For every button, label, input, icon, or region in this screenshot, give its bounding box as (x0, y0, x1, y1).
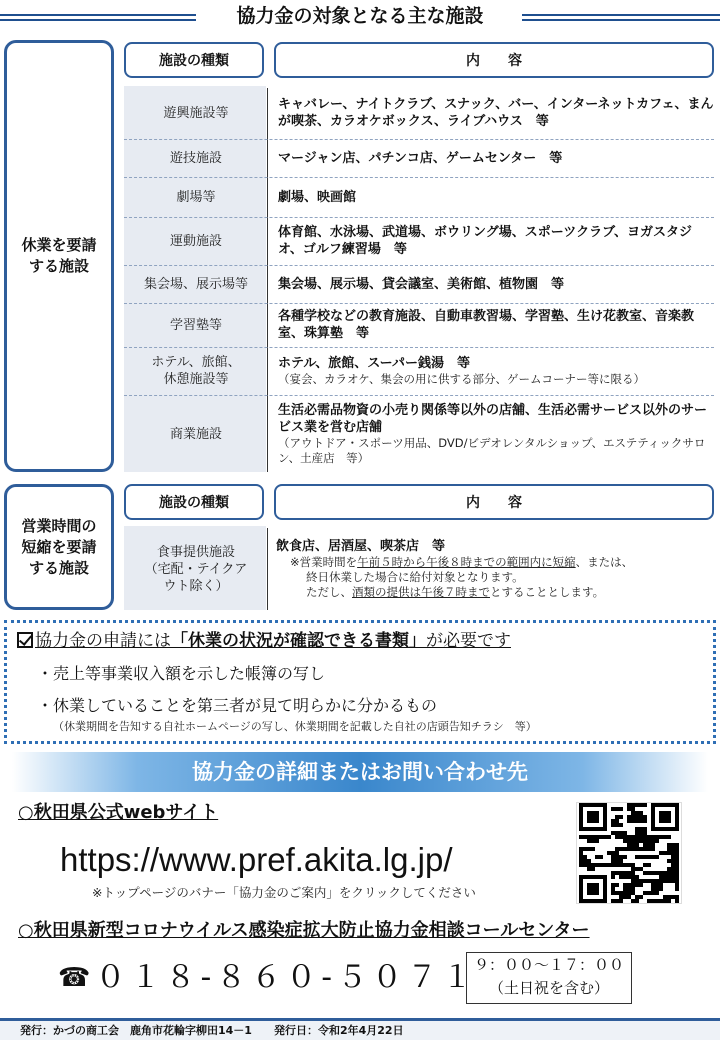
row-type: 劇場等 (176, 189, 216, 205)
note-underlined: 酒類の提供は午後７時まで (352, 585, 490, 599)
category-shortening-label: 営業時間の 短縮を要請 する施設 (21, 516, 97, 577)
category-closure-label: 休業を要請 する施設 (21, 236, 97, 275)
row-type: 遊技施設 (169, 150, 222, 166)
table-row (124, 218, 714, 264)
table-row (124, 178, 714, 216)
row-content: 飲食店、居酒屋、喫茶店 等 (276, 539, 446, 554)
column-header-content (274, 484, 714, 520)
row-type: 食事提供施設 （宅配・テイクア ウト除く） (144, 544, 248, 594)
row-content: 集会場、展示場、貸会議室、美術館、植物園 等 (278, 276, 565, 292)
lead-emphasis: 「休業の状況が確認できる書類」 (171, 631, 426, 651)
table-row (124, 528, 714, 610)
column-header-type-label: 施設の種類 (159, 495, 229, 511)
note-text: とすることとします。 (490, 585, 605, 599)
table-row (124, 304, 714, 346)
row-content: ホテル、旅館、スーパー銭湯 等 (278, 356, 471, 371)
table-row (124, 266, 714, 302)
phone-icon: ☎ (58, 963, 91, 993)
row-type: 集会場、展示場等 (143, 276, 248, 292)
qr-code-graphic (577, 803, 681, 903)
checkbox-icon (17, 632, 33, 648)
phone-number[interactable]: ０１８-８６０-５０７１ (95, 960, 478, 995)
table-row (124, 396, 714, 472)
documents-item: ・売上等事業収入額を示した帳簿の写し (37, 664, 326, 683)
note-text: ※営業時間を (290, 555, 358, 569)
note-text: ただし、 (306, 585, 352, 599)
row-content: 生活必需品物資の小売り関係等以外の店舗、生活必需サービス以外のサービス業を営む店舗 (278, 403, 708, 435)
row-note-3 (276, 585, 714, 600)
hours-text: ９：００〜１７：００ (473, 956, 624, 974)
row-type: 遊興施設等 (163, 105, 229, 121)
call-center-heading: ○秋田県新型コロナウイルス感染症拡大防止協力金相談コールセンター (18, 920, 590, 941)
category-shortening (4, 484, 114, 610)
header-rule-right (522, 14, 720, 21)
table-row (124, 88, 714, 138)
category-closure (4, 40, 114, 472)
column-header-type (124, 484, 264, 520)
row-content: 劇場、映画館 (278, 189, 357, 205)
row-content: 各種学校などの教育施設、自動車教習場、学習塾、生け花教室、音楽教室、珠算塾 等 (278, 309, 695, 341)
header-rule-left (0, 14, 196, 21)
documents-item: ・休業していることを第三者が見て明らかに分かるもの (37, 696, 438, 715)
phone-row (58, 956, 477, 1000)
row-content: 体育館、水泳場、武道場、ボウリング場、スポーツクラブ、ヨガスタジオ、ゴルフ練習場 等 (278, 225, 693, 257)
qr-code[interactable] (576, 802, 682, 904)
documents-item-note: （休業期間を告知する自社ホームページの写し、休業期間を記載した自社の店頭告知チラシ 等） (53, 720, 537, 733)
column-header-content-label: 内 容 (466, 53, 522, 69)
lead-text: 協力金の申請には (35, 631, 171, 651)
web-heading: ○秋田県公式webサイト (18, 802, 219, 823)
footer (0, 1018, 720, 1040)
row-content: マージャン店、パチンコ店、ゲームセンター 等 (278, 150, 563, 166)
row-type: ホテル、旅館、 休憩施設等 (151, 355, 241, 387)
row-note-2: 終日休業した場合に給付対象となります。 (306, 570, 524, 584)
note-underlined: 午前５時から午後８時までの範囲内に短縮 (357, 555, 576, 569)
row-note: （アウトドア・スポーツ用品、DVD/ビデオレンタルショップ、エステティックサロン、土産店 等） (278, 436, 706, 465)
table-row (124, 140, 714, 176)
documents-lead (17, 629, 511, 653)
lead-text: が必要です (426, 631, 511, 651)
website-url[interactable]: https://www.pref.akita.lg.jp/ (60, 841, 453, 878)
row-type: 運動施設 (169, 233, 222, 249)
row-note-1 (276, 555, 714, 570)
column-header-type (124, 42, 264, 78)
required-documents-box (4, 620, 716, 744)
row-content: キャバレー、ナイトクラブ、スナック、バー、インターネットカフェ、まんが喫茶、カラオケボックス、ライブハウス 等 (278, 97, 714, 129)
footer-text: 発行：かづの商工会 鹿角市花輪字柳田14－1 発行日：令和2年4月22日 (20, 1024, 404, 1037)
note-text: 、または、 (575, 555, 634, 569)
column-header-type-label: 施設の種類 (159, 53, 229, 69)
column-header-content-label: 内 容 (466, 495, 522, 511)
row-note: （宴会、カラオケ、集会の用に供する部分、ゲームコーナー等に限る） (278, 372, 645, 386)
url-note: ※トップページのバナー「協力金のご案内」をクリックしてください (92, 885, 476, 900)
row-type: 学習塾等 (169, 317, 222, 333)
hours-box (466, 952, 632, 1004)
row-type: 商業施設 (169, 426, 222, 442)
page-title: 協力金の対象となる主な施設 (236, 5, 484, 27)
table-row (124, 348, 714, 394)
column-header-content (274, 42, 714, 78)
hours-note: （土日祝を含む） (488, 979, 609, 997)
contact-banner: 協力金の詳細またはお問い合わせ先 (12, 752, 708, 792)
